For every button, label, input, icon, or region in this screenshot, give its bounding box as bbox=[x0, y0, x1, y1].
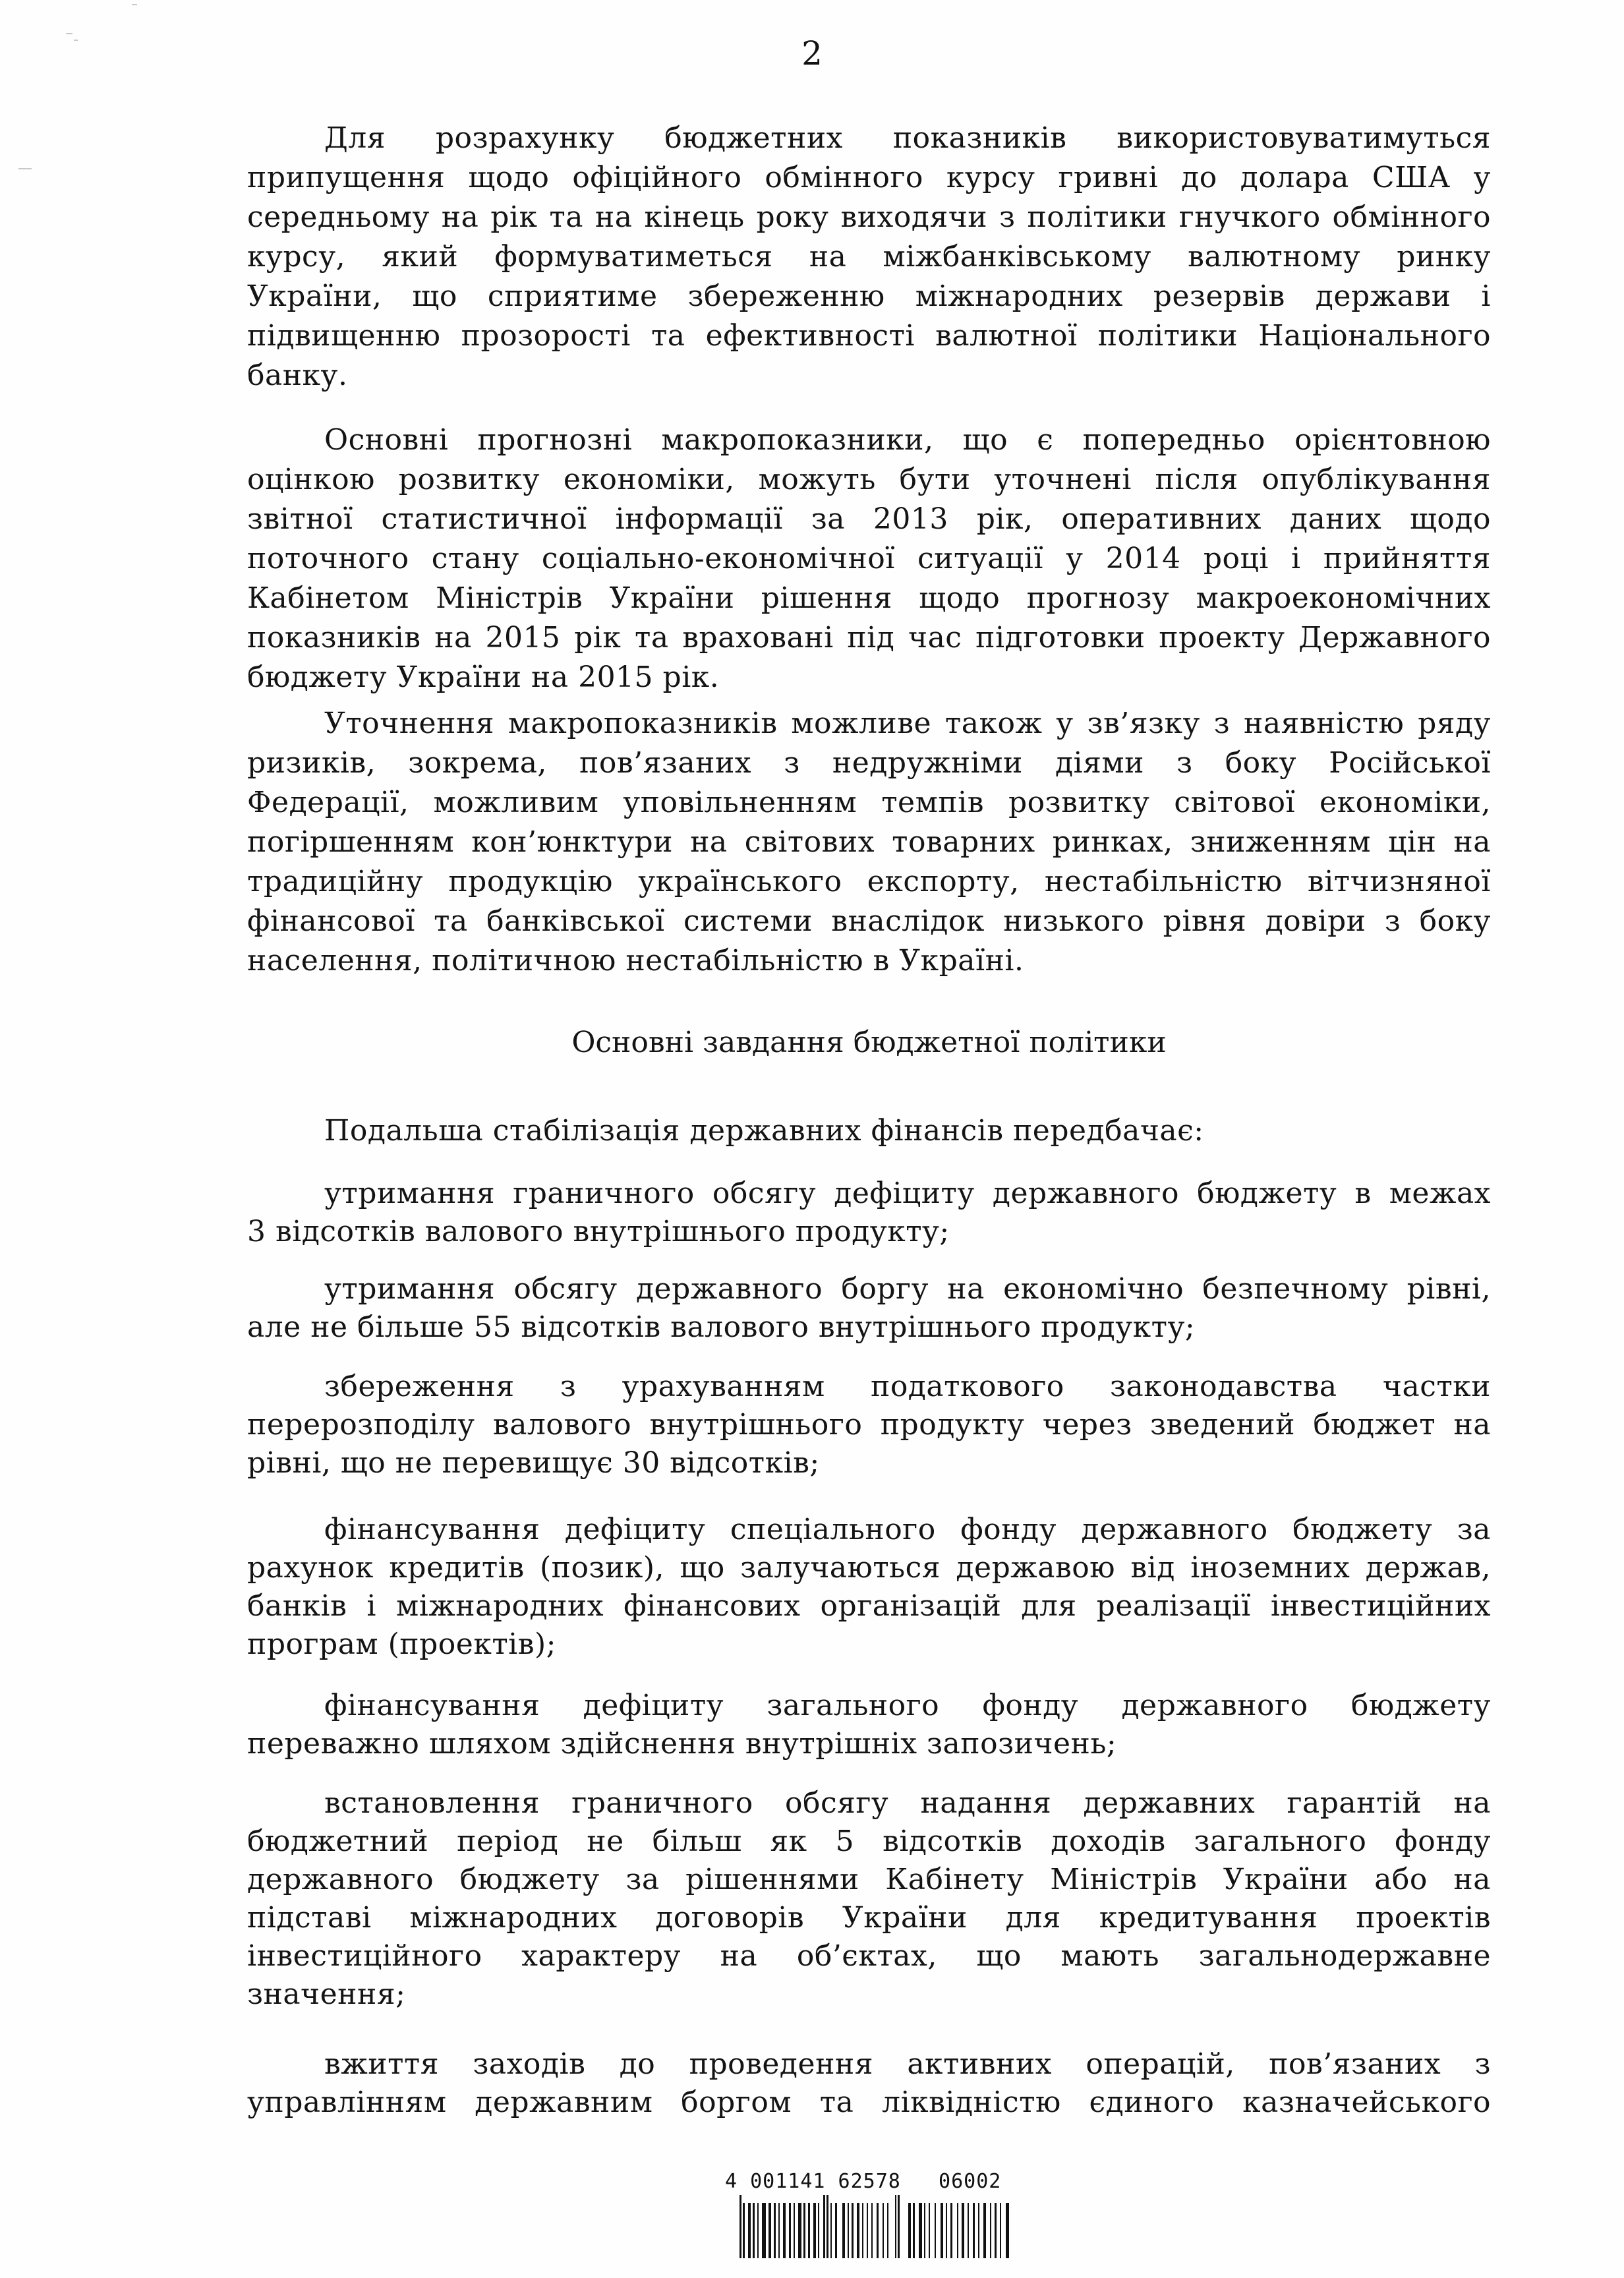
barcode-bar bbox=[898, 2195, 900, 2258]
barcode-bar bbox=[877, 2203, 879, 2258]
barcode-bar bbox=[748, 2203, 751, 2258]
list-item-6-line: бюджетний період не більш як 5 відсотків доходів загального фонду bbox=[247, 1825, 1491, 1858]
scan-speck bbox=[132, 4, 137, 5]
scan-speck bbox=[66, 33, 72, 34]
barcode-digits: 4 001141 62578 06002 bbox=[725, 2170, 1002, 2193]
barcode-bar bbox=[808, 2203, 810, 2258]
list-item-3-line: перерозподілу валового внутрішнього продукту через зведений бюджет на bbox=[247, 1408, 1491, 1442]
list-item-4-line: рахунок кредитів (позик), що залучаються державою від іноземних держав, bbox=[247, 1551, 1491, 1585]
paragraph-1-line: припущення щодо офіційного обмінного курсу гривні до долара США у bbox=[247, 161, 1491, 194]
list-item-3-line: збереження з урахуванням податкового законодавства частки bbox=[324, 1370, 1491, 1403]
list-item-6-line: встановлення граничного обсягу надання державних гарантій на bbox=[324, 1786, 1491, 1820]
barcode-bar bbox=[789, 2203, 791, 2258]
page-number: 2 bbox=[801, 34, 823, 73]
paragraph-3-line: традиційну продукцію українського експорту, нестабільністю вітчизняної bbox=[247, 865, 1491, 898]
list-item-4-line: банків і міжнародних фінансових організацій для реалізації інвестиційних bbox=[247, 1589, 1491, 1623]
list-item-7-line: управлінням державним боргом та ліквідністю єдиного казначейського bbox=[247, 2086, 1491, 2119]
barcode-bar bbox=[919, 2203, 922, 2258]
barcode-bar bbox=[883, 2203, 884, 2258]
barcode-bar bbox=[818, 2203, 819, 2258]
barcode-bar bbox=[740, 2195, 741, 2258]
barcode-bar bbox=[941, 2203, 943, 2258]
barcode-bar bbox=[848, 2203, 849, 2258]
paragraph-2-line: поточного стану соціально-економічної ситуації у 2014 році і прийняття bbox=[247, 542, 1491, 575]
list-item-6-line: інвестиційного характеру на об’єктах, що мають загальнодержавне bbox=[247, 1939, 1491, 1973]
paragraph-1-line: курсу, який формуватиметься на міжбанківському валютному ринку bbox=[247, 240, 1491, 274]
barcode-bar bbox=[983, 2203, 986, 2258]
paragraph-1-line: Для розрахунку бюджетних показників використовуватимуться bbox=[324, 121, 1491, 155]
barcode-bar bbox=[835, 2203, 837, 2258]
barcode-bar bbox=[830, 2203, 832, 2258]
barcode-bar bbox=[823, 2195, 825, 2258]
scan-speck bbox=[74, 40, 78, 41]
barcode-bar bbox=[908, 2203, 911, 2258]
barcode-bar bbox=[762, 2203, 766, 2258]
barcode-bar bbox=[753, 2203, 755, 2258]
scan-speck bbox=[18, 168, 32, 169]
barcode-bar bbox=[813, 2203, 816, 2258]
paragraph-1-line: підвищенню прозорості та ефективності валютної політики Національного bbox=[247, 319, 1491, 353]
barcode-bar bbox=[778, 2203, 780, 2258]
barcode-bar bbox=[774, 2203, 776, 2258]
barcode-bar bbox=[946, 2203, 947, 2258]
barcode-bar bbox=[743, 2203, 745, 2258]
barcode-bars bbox=[740, 2195, 1023, 2258]
list-intro: Подальша стабілізація державних фінансів передбачає: bbox=[324, 1114, 1204, 1148]
barcode-bar bbox=[990, 2203, 991, 2258]
barcode-bar bbox=[826, 2195, 828, 2258]
barcode-bar bbox=[895, 2195, 896, 2258]
paragraph-2-line: показників на 2015 рік та враховані під час підготовки проекту Державного bbox=[247, 621, 1491, 655]
paragraph-2-line: оцінкою розвитку економіки, можуть бути уточнені після опублікування bbox=[247, 463, 1491, 496]
paragraph-2-line: Основні прогнозні макропоказники, що є попередньо орієнтовною bbox=[324, 423, 1491, 457]
list-item-3-line: рівні, що не перевищує 30 відсотків; bbox=[247, 1446, 820, 1480]
barcode-bar bbox=[973, 2203, 975, 2258]
paragraph-3-line: погіршенням кон’юнктури на світових товарних ринках, зниженням цін на bbox=[247, 825, 1491, 859]
paragraph-1-line: України, що сприятиме збереженню міжнародних резервів держави і bbox=[247, 279, 1491, 313]
barcode bbox=[725, 2170, 1028, 2262]
barcode-bar bbox=[867, 2203, 868, 2258]
barcode-bar bbox=[794, 2203, 795, 2258]
barcode-bar bbox=[913, 2203, 915, 2258]
barcode-bar bbox=[924, 2203, 925, 2258]
list-item-6-line: державного бюджету за рішеннями Кабінету Міністрів України або на bbox=[247, 1863, 1491, 1896]
paragraph-3-line: фінансової та банківської системи внаслідок низького рівня довіри з боку bbox=[247, 904, 1491, 938]
list-item-1-line: 3 відсотків валового внутрішнього продукту; bbox=[247, 1215, 950, 1248]
barcode-bar bbox=[962, 2203, 964, 2258]
paragraph-2-line: бюджету України на 2015 рік. bbox=[247, 660, 720, 694]
paragraph-3-line: Уточнення макропоказників можливе також у зв’язку з наявністю ряду bbox=[324, 707, 1491, 740]
list-item-7-line: вжиття заходів до проведення активних операцій, пов’язаних з bbox=[324, 2047, 1491, 2081]
barcode-bar bbox=[857, 2203, 859, 2258]
barcode-bar bbox=[957, 2203, 958, 2258]
paragraph-3-line: Федерації, можливим уповільненням темпів розвитку світової економіки, bbox=[247, 786, 1491, 819]
barcode-bar bbox=[842, 2203, 845, 2258]
barcode-bar bbox=[929, 2203, 930, 2258]
barcode-bar bbox=[768, 2203, 771, 2258]
list-item-4-line: фінансування дефіциту спеціального фонду державного бюджету за bbox=[324, 1513, 1491, 1546]
paragraph-2-line: звітної статистичної інформації за 2013 рік, оперативних даних щодо bbox=[247, 502, 1491, 536]
barcode-bar bbox=[950, 2203, 952, 2258]
barcode-bar bbox=[757, 2203, 759, 2258]
paragraph-2-line: Кабінетом Міністрів України рішення щодо прогнозу макроекономічних bbox=[247, 581, 1491, 615]
paragraph-3-line: населення, політичною нестабільністю в Україні. bbox=[247, 944, 1024, 978]
list-item-6-line: підставі міжнародних договорів України для кредитування проектів bbox=[247, 1901, 1491, 1935]
barcode-bar bbox=[978, 2203, 979, 2258]
barcode-bar bbox=[803, 2203, 805, 2258]
barcode-bar bbox=[852, 2203, 854, 2258]
list-item-5-line: фінансування дефіциту загального фонду державного бюджету bbox=[324, 1689, 1491, 1722]
barcode-bar bbox=[1000, 2203, 1001, 2258]
list-item-5-line: переважно шляхом здійснення внутрішніх запозичень; bbox=[247, 1727, 1117, 1761]
paragraph-3-line: ризиків, зокрема, пов’язаних з недружніми діями з боку Російської bbox=[247, 746, 1491, 780]
barcode-bar bbox=[968, 2203, 969, 2258]
barcode-bar bbox=[1006, 2203, 1009, 2258]
paragraph-1-line: середньому на рік та на кінець року виходячи з політики гнучкого обмінного bbox=[247, 200, 1491, 234]
list-item-2-line: утримання обсягу державного боргу на економічно безпечному рівні, bbox=[324, 1272, 1491, 1306]
barcode-bar bbox=[871, 2203, 873, 2258]
barcode-bar bbox=[995, 2203, 997, 2258]
list-item-2-line: але не більше 55 відсотків валового внутрішнього продукту; bbox=[247, 1310, 1196, 1344]
barcode-bar bbox=[862, 2203, 863, 2258]
barcode-bar bbox=[798, 2203, 801, 2258]
barcode-bar bbox=[783, 2203, 786, 2258]
paragraph-1-line: банку. bbox=[247, 359, 348, 392]
barcode-bar bbox=[887, 2203, 888, 2258]
list-item-4-line: програм (проектів); bbox=[247, 1627, 557, 1661]
list-item-1-line: утримання граничного обсягу дефіциту державного бюджету в межах bbox=[324, 1177, 1491, 1210]
barcode-bar bbox=[935, 2203, 936, 2258]
section-heading: Основні завдання бюджетної політики bbox=[571, 1026, 1167, 1059]
list-item-6-line: значення; bbox=[247, 1977, 406, 2011]
